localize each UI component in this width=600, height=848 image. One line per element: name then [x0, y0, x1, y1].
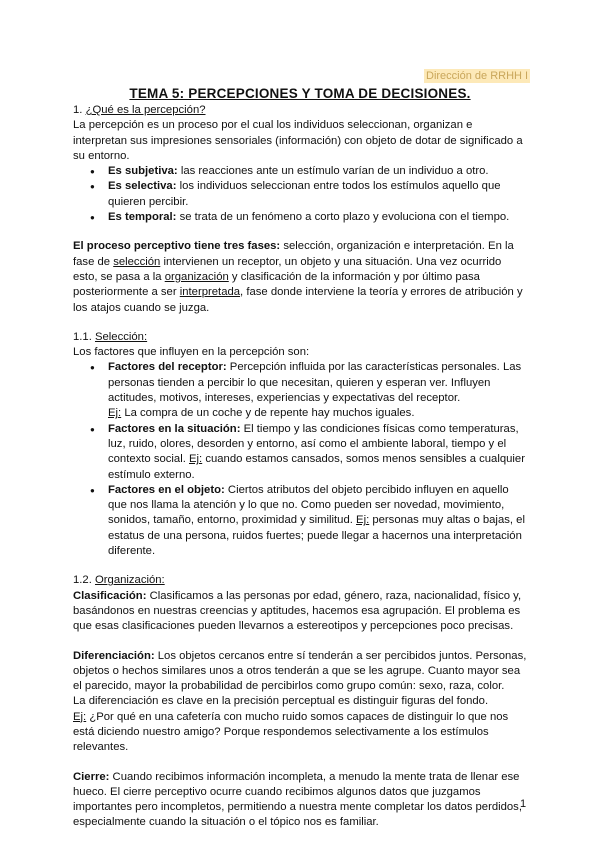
list-item: ● Factores en el objeto: Ciertos atributos del objeto percibido influyen en aquello que nos llama la atención y lo que no. Como pueden ser novedad, movimiento, sonidos, tamaño, entorno, proximidad y similitud. Ej: personas muy altas o bajas, el estatus de una persona, ruidos fuertes; puede llegar a hacernos una interpretación diferente. [73, 483, 528, 559]
diferenciacion-paragraph: Diferenciación: Los objetos cercanos entre sí tenderán a ser percibidos juntos. Personas, objetos o hechos similares unos a otros tenderán a que se les agrupe. Cuanto mayor sea el parecido, mayor la probabilidad de percibirlos como grupo común: sexo, raza, color. [73, 649, 527, 693]
section-1-heading: 1. ¿Qué es la percepción? [73, 104, 206, 116]
document-body [73, 103, 528, 831]
list-item: ● Es subjetiva: las reacciones ante un estímulo varían de un individuo a otro. [73, 164, 528, 179]
clasificacion-paragraph: Clasificación: Clasificamos a las personas por edad, género, raza, nacionalidad, físico y, basándonos en nuestras creencias y aptitudes, hacemos esa agrupación. El problema es que esas clasificaciones pueden llevarnos a estereotipos y percepciones poco precisas. [73, 589, 522, 633]
process-paragraph: El proceso perceptivo tiene tres fases: selección, organización e interpretación. En la fase de selección intervienen un receptor, un objeto y una situación. Una vez ocurrido esto, se pasa a la organización y clasificación de la información y por último pasa posteriormente a ser interpretada, fase donde interviene la teoría y errores de atribución y los atajos cuando se juzga. [73, 240, 523, 314]
page-title: TEMA 5: PERCEPCIONES Y TOMA DE DECISIONES. [129, 86, 471, 101]
page-number: 1 [520, 798, 527, 810]
diferenciacion-example: Ej: ¿Por qué en una cafetería con mucho ruido somos capaces de distinguir lo que nos está diciendo nuestro amigo? Porque respondemos selectivamente a los estímulos relevantes. [73, 710, 509, 754]
section-1-1-bullets [73, 360, 528, 559]
header-tag: Dirección de RRHH I [426, 70, 529, 82]
section-1-bullets [73, 164, 528, 225]
diferenciacion-paragraph-2: La diferenciación es clave en la precisión perceptual es distinguir figuras del fondo. [73, 695, 489, 708]
section-1-2-heading: 1.2. Organización: [73, 574, 165, 587]
section-1-intro: La percepción es un proceso por el cual los individuos seleccionan, organizan e interpretan sus impresiones sensoriales (información) con objeto de dotar de significado a su entorno. [73, 119, 523, 162]
section-1-1-heading: 1.1. Selección: [73, 330, 148, 343]
section-1-1-intro: Los factores que influyen en la percepción son: [73, 346, 310, 359]
list-item: ● Factores en la situación: El tiempo y las condiciones físicas como temperaturas, luz, ruido, olores, desorden y entorno, así como el ambiente laboral, tiempo y el contexto social. Ej: cuando estamos cansados, somos menos sensibles a cualquier estímulo externo. [73, 422, 528, 483]
list-item: ● Factores del receptor: Percepción influida por las características personales. Las personas tienden a percibir lo que necesitan, quieren y esperan ver. Influyen actitudes, motivos, intereses, experiencias y expectativas del receptor. Ej: La compra de un coche y de repente hay muchos iguales. [73, 360, 528, 421]
list-item: ● Es temporal: se trata de un fenómeno a corto plazo y evoluciona con el tiempo. [73, 210, 528, 225]
cierre-paragraph: Cierre: Cuando recibimos información incompleta, a menudo la mente trata de llenar ese hueco. El cierre perceptivo ocurre cuando recibimos algunos datos que juzgamos importantes pero incompletos, permitiendo a nuestra mente completar los datos perdidos, especialmente cuando la situación o el tópico nos es familiar. [73, 770, 522, 829]
list-item: ● Es selectiva: los individuos seleccionan entre todos los estímulos aquello que quieren percibir. [73, 179, 528, 210]
